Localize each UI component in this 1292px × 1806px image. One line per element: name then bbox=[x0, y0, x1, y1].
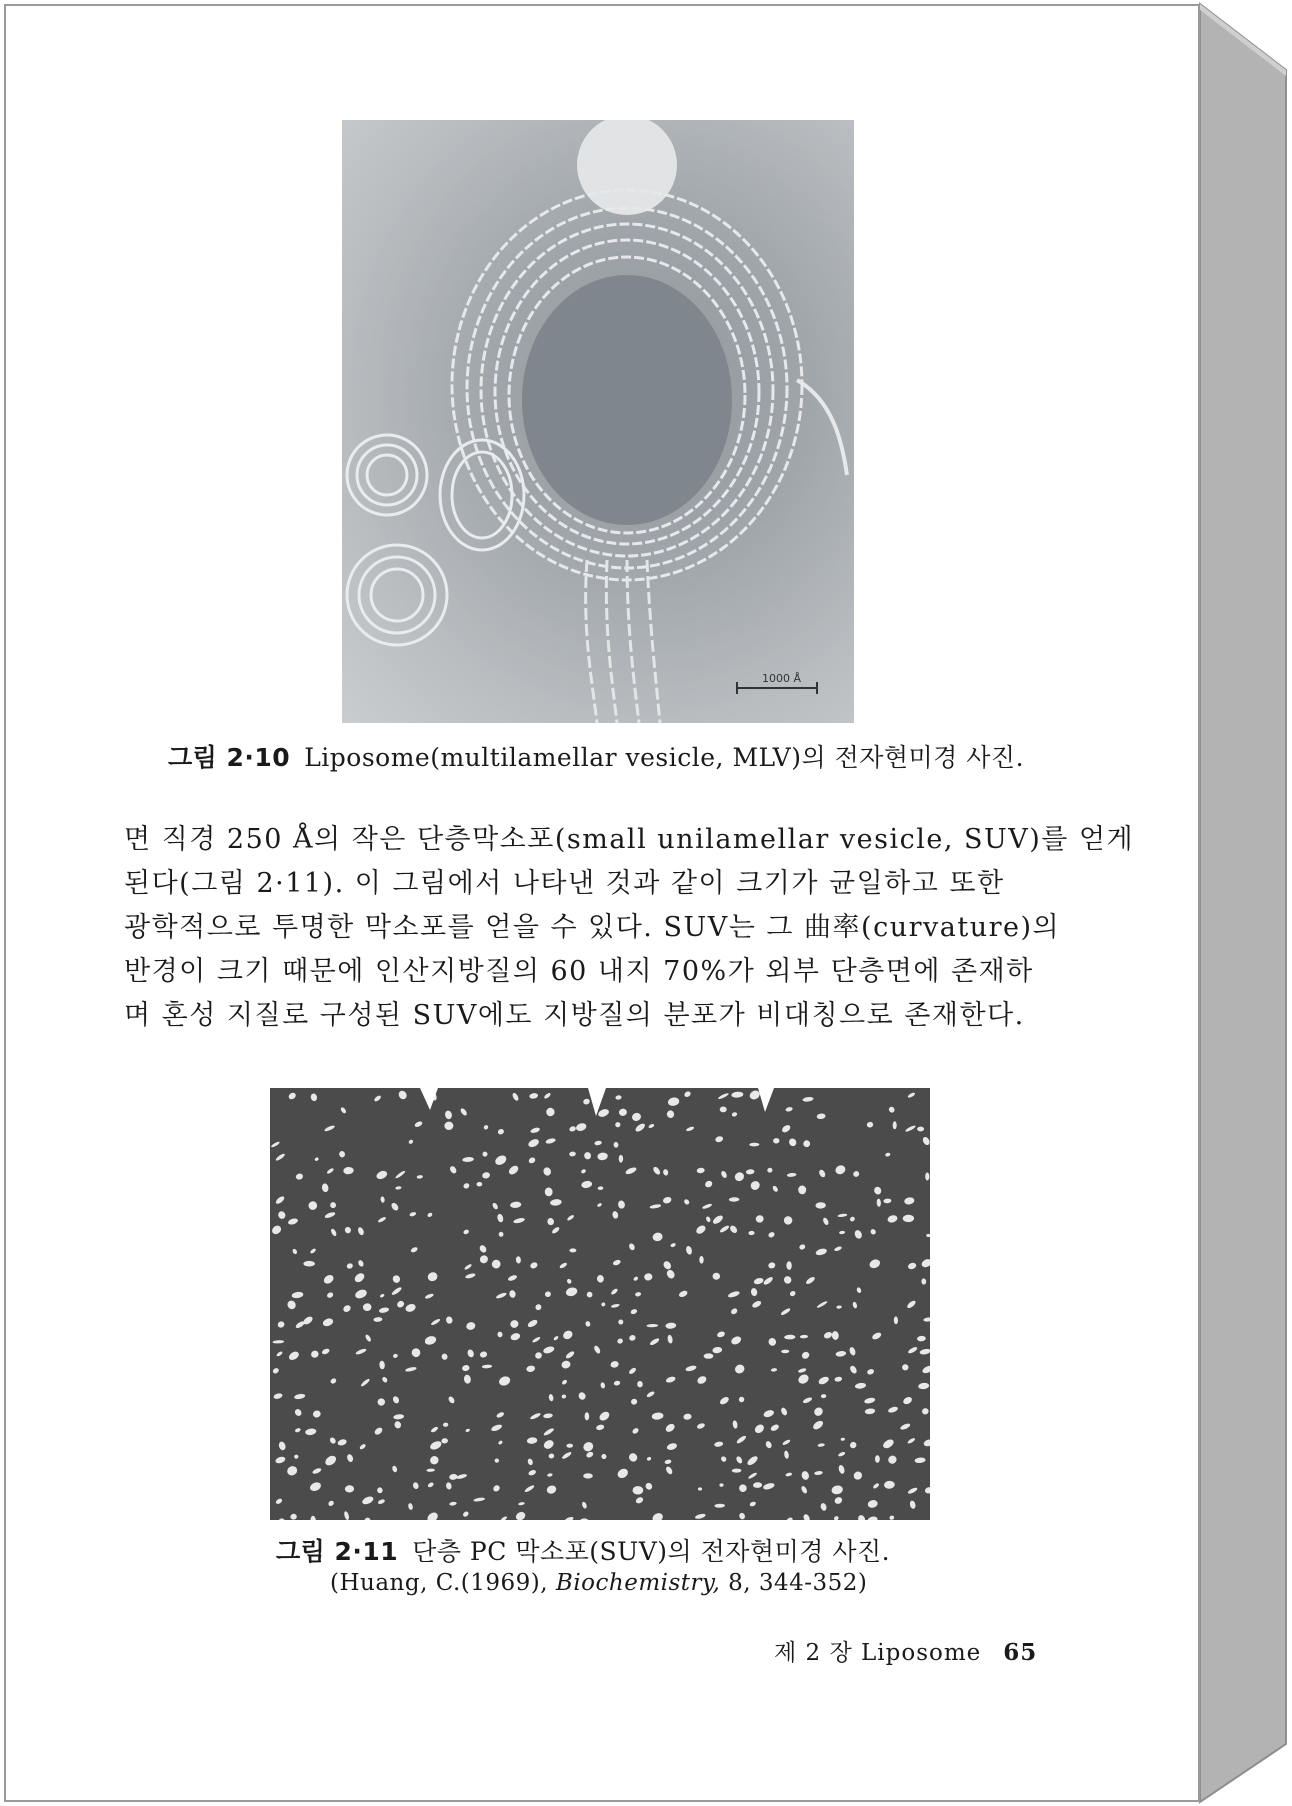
figure-1-caption bbox=[168, 738, 1024, 774]
suv-micrograph-image bbox=[270, 1088, 930, 1520]
page-number: 65 bbox=[1003, 1639, 1038, 1666]
body-line: 며 혼성 지질로 구성된 SUV에도 지방질의 분포가 비대칭으로 존재한다. bbox=[124, 1000, 1025, 1031]
vesicle-blob bbox=[583, 1473, 593, 1478]
body-line: 반경이 크기 때문에 인산지방질의 60 내지 70%가 외부 단층면에 존재하 bbox=[124, 956, 1034, 987]
mlv-micrograph-image bbox=[342, 120, 854, 723]
body-line: 면 직경 250 Å의 작은 단층막소포(small unilamellar vesicle, SUV)를 얻게 bbox=[124, 824, 1135, 855]
figure-suv-micrograph bbox=[270, 1088, 930, 1520]
citation-journal: Biochemistry, bbox=[555, 1570, 721, 1596]
citation-authors: (Huang, C.(1969), bbox=[330, 1570, 549, 1596]
page-footer bbox=[774, 1634, 1037, 1667]
vesicle-blob bbox=[303, 1261, 315, 1267]
citation-volume-pages: 8, 344-352) bbox=[728, 1570, 868, 1596]
body-paragraph bbox=[124, 818, 1135, 1038]
vesicle-blob bbox=[720, 1107, 727, 1113]
vesicle-blob bbox=[330, 1202, 336, 1208]
body-line: 광학적으로 투명한 막소포를 얻을 수 있다. SUV는 그 曲率(curvature)의 bbox=[124, 912, 1061, 943]
vesicle-blob bbox=[893, 1121, 897, 1129]
footer-chapter: 제 2 장 Liposome bbox=[774, 1640, 982, 1666]
figure-1-caption-label: 그림 2·10 bbox=[168, 743, 291, 772]
figure-2-citation bbox=[330, 1570, 867, 1596]
figure-mlv-micrograph bbox=[342, 120, 854, 723]
body-line: 된다(그림 2·11). 이 그림에서 나타낸 것과 같이 크기가 균일하고 또한 bbox=[124, 868, 1005, 899]
figure-2-caption-text: 단층 PC 막소포(SUV)의 전자현미경 사진. bbox=[412, 1537, 891, 1566]
vesicle-blob bbox=[619, 1155, 623, 1163]
vesicle-blob bbox=[569, 1248, 576, 1252]
figure-1-caption-text: Liposome(multilamellar vesicle, MLV)의 전자현미경 사진. bbox=[304, 743, 1025, 772]
figure-2-caption bbox=[276, 1532, 890, 1568]
scale-bar-label: 1000 Å bbox=[762, 672, 802, 685]
figure-2-caption-label: 그림 2·11 bbox=[276, 1537, 399, 1566]
